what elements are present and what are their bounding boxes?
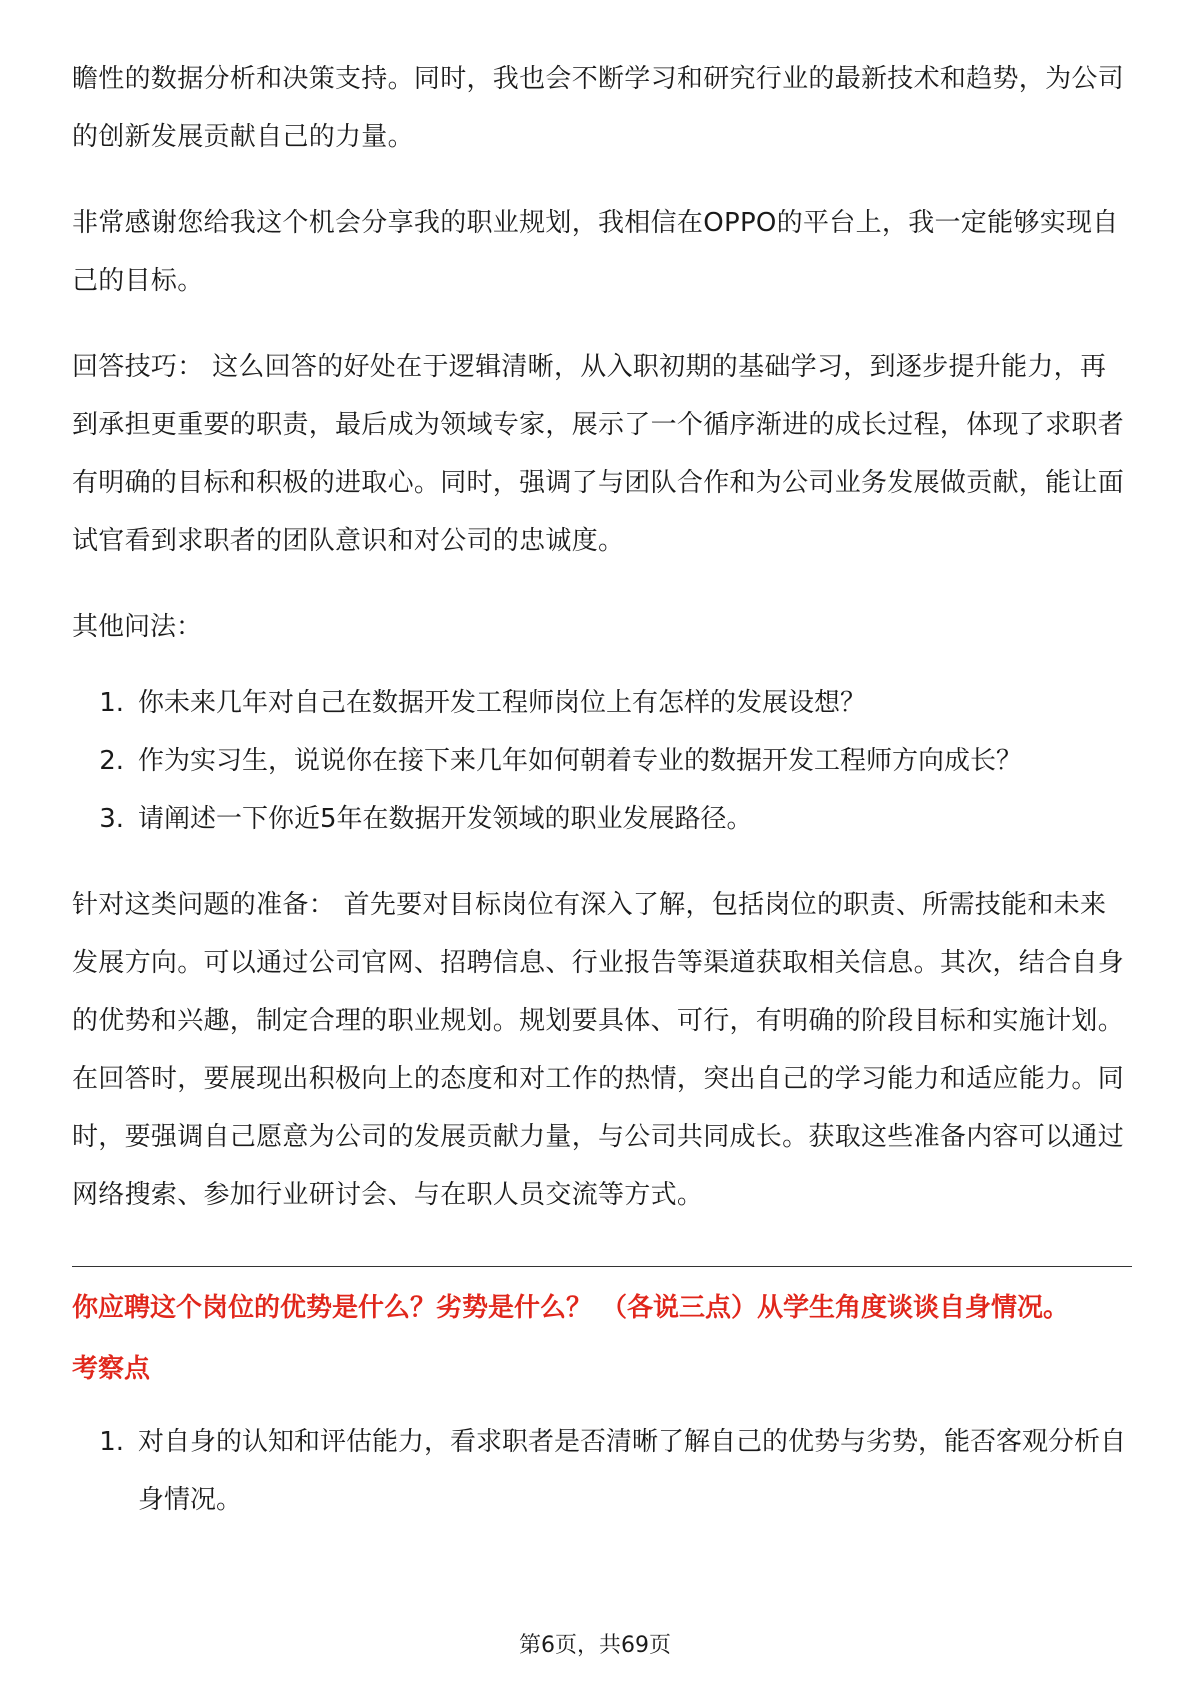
page-footer: 第6页，共69页 — [519, 1633, 671, 1658]
question-heading: 你应聘这个岗位的优势是什么？劣势是什么？ （各说三点）从学生角度谈谈自身情况。 — [72, 1293, 1070, 1323]
paragraph-answer-tips: 回答技巧： 这么回答的好处在于逻辑清晰，从入职初期的基础学习，到逐步提升能力，再到承担更重要的职责，最后成为领域专家，展示了一个循序渐进的成长过程，体现了求职者有明确的目标和积极的进取心。同时，强调了与团队合作和为公司业务发展做贡献，能让面试官看到求职者的团队意识和对公司的忠诚度。 — [72, 352, 1125, 556]
assessment-points-list — [72, 1413, 1132, 1529]
section-divider — [72, 1266, 1132, 1267]
list-item-number: 1. — [99, 1427, 124, 1457]
paragraph-preparation: 针对这类问题的准备： 首先要对目标岗位有深入了解，包括岗位的职责、所需技能和未来发展方向。可以通过公司官网、招聘信息、行业报告等渠道获取相关信息。其次，结合自身的优势和兴趣，制定合理的职业规划。规划要具体、可行，有明确的阶段目标和实施计划。 在回答时，要展现出积极向上的态度和对工作的热情，突出自己的学习能力和适应能力。同时，要强调自己愿意为公司的发展贡献力量，与公司共同成长。获取这些准备内容可以通过网络搜索、参加行业研讨会、与在职人员交流等方式。 — [72, 890, 1125, 1210]
list-item — [72, 1413, 1132, 1529]
other-questions-label: 其他问法： — [72, 612, 203, 642]
list-item — [72, 790, 1132, 848]
assessment-points-heading: 考察点 — [72, 1354, 151, 1384]
list-item-number: 1. — [99, 688, 124, 718]
list-item-number: 2. — [99, 746, 124, 776]
list-item-text: 作为实习生，说说你在接下来几年如何朝着专业的数据开发工程师方向成长？ — [138, 746, 1023, 776]
other-questions-list — [72, 674, 1132, 848]
list-item — [72, 674, 1132, 732]
paragraph-continuation: 瞻性的数据分析和决策支持。同时，我也会不断学习和研究行业的最新技术和趋势，为公司的创新发展贡献自己的力量。 — [72, 64, 1125, 152]
list-item-text: 你未来几年对自己在数据开发工程师岗位上有怎样的发展设想？ — [138, 688, 867, 718]
document-page — [72, 50, 1132, 1557]
list-item-text: 对自身的认知和评估能力，看求职者是否清晰了解自己的优势与劣势，能否客观分析自身情况。 — [138, 1427, 1127, 1515]
list-item-number: 3. — [99, 804, 124, 834]
list-item-text: 请阐述一下你近5年在数据开发领域的职业发展路径。 — [138, 804, 753, 834]
paragraph-thanks: 非常感谢您给我这个机会分享我的职业规划，我相信在OPPO的平台上，我一定能够实现自己的目标。 — [72, 208, 1119, 296]
list-item — [72, 732, 1132, 790]
